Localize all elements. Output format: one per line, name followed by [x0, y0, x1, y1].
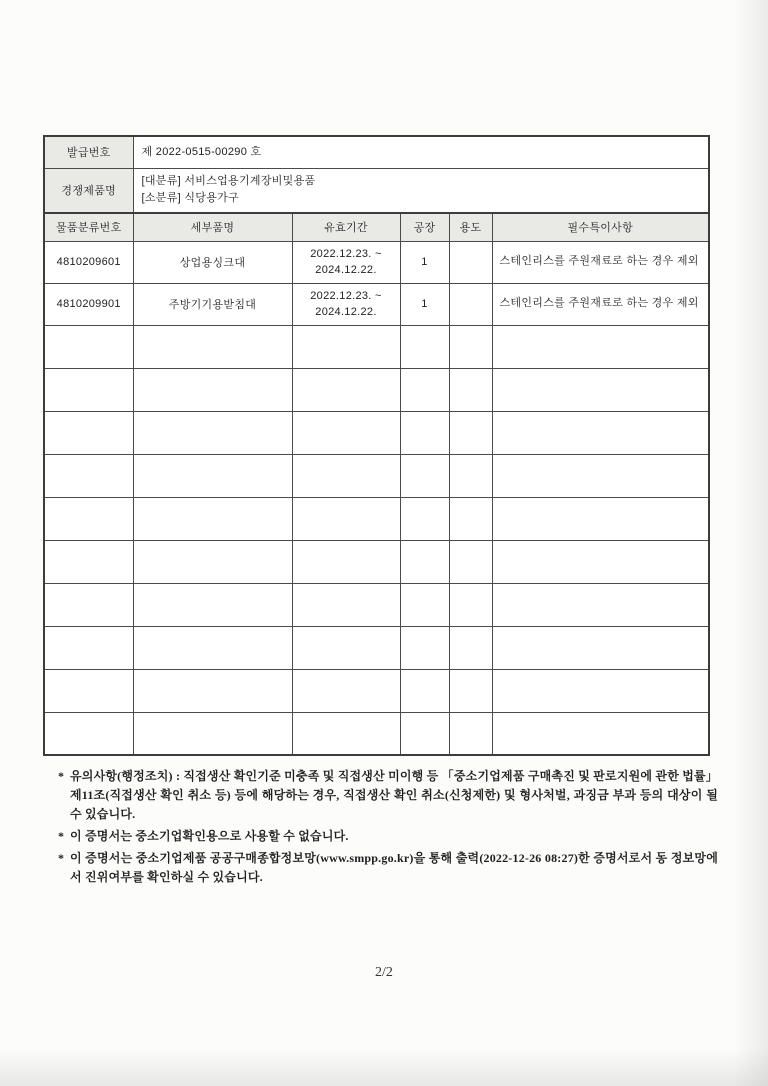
- empty-cell: [449, 325, 492, 368]
- usage-cell: [449, 283, 492, 325]
- empty-cell: [492, 325, 709, 368]
- column-header-row: [44, 213, 709, 241]
- empty-cell: [292, 669, 400, 712]
- empty-cell: [44, 583, 133, 626]
- empty-rows: [44, 325, 709, 755]
- empty-table-row: [44, 540, 709, 583]
- empty-cell: [400, 669, 449, 712]
- factory-cell: 1: [400, 283, 449, 325]
- item-name-cell: 상업용싱크대: [133, 241, 292, 283]
- empty-cell: [449, 669, 492, 712]
- empty-cell: [133, 411, 292, 454]
- empty-cell: [400, 540, 449, 583]
- footnote-not-for-sme-verification: [58, 827, 718, 846]
- empty-cell: [292, 626, 400, 669]
- empty-cell: [44, 626, 133, 669]
- empty-cell: [400, 712, 449, 755]
- footnote-text: 이 증명서는 중소기업제품 공공구매종합정보망(www.smpp.go.kr)을 통해 출력(2022-12-26 08:27)한 증명서로서 동 정보망에서 진위여부를 확인하실 수 있습니다.: [70, 851, 718, 884]
- empty-cell: [449, 626, 492, 669]
- empty-cell: [133, 626, 292, 669]
- column-header-special-notes: 필수특이사항: [492, 213, 709, 241]
- empty-cell: [292, 325, 400, 368]
- empty-cell: [400, 411, 449, 454]
- issue-number-label: 발급번호: [44, 136, 133, 168]
- empty-cell: [492, 540, 709, 583]
- empty-cell: [449, 540, 492, 583]
- empty-cell: [44, 669, 133, 712]
- empty-cell: [133, 497, 292, 540]
- item-name-cell: 주방기기용받침대: [133, 283, 292, 325]
- empty-table-row: [44, 583, 709, 626]
- empty-cell: [400, 325, 449, 368]
- item-code-cell: 4810209601: [44, 241, 133, 283]
- product-category-minor: [소분류] 식당용가구: [141, 192, 239, 205]
- column-header-item-name: 세부품명: [133, 213, 292, 241]
- empty-cell: [44, 712, 133, 755]
- empty-cell: [133, 583, 292, 626]
- special-notes-cell: 스테인리스를 주원재료로 하는 경우 제외: [492, 241, 709, 283]
- empty-cell: [400, 583, 449, 626]
- empty-cell: [492, 669, 709, 712]
- footnote-text: 이 증명서는 중소기업확인용으로 사용할 수 없습니다.: [70, 829, 349, 843]
- footnote-text: 유의사항(행정조치) : 직접생산 확인기준 미충족 및 직접생산 미이행 등 「중소기업제품 구매촉진 및 판로지원에 관한 법률」 제11조(직접생산 확인 취소 등) 등에 해당하는 경우, 직접생산 확인 취소(신청제한) 및 형사처벌, 과징금 부과 등의 대상이 될 수 있습니다.: [70, 769, 718, 821]
- footnotes: [58, 767, 718, 890]
- asterisk-marker: *: [58, 769, 64, 783]
- empty-cell: [449, 712, 492, 755]
- column-header-valid-period: 유효기간: [292, 213, 400, 241]
- empty-cell: [492, 626, 709, 669]
- column-header-item-code: 물품분류번호: [44, 213, 133, 241]
- empty-cell: [292, 497, 400, 540]
- empty-table-row: [44, 712, 709, 755]
- competing-product-row: [44, 168, 709, 213]
- empty-table-row: [44, 454, 709, 497]
- competing-product-label: 경쟁제품명: [44, 168, 133, 213]
- empty-cell: [492, 368, 709, 411]
- empty-table-row: [44, 626, 709, 669]
- footnote-print-info: [58, 849, 718, 887]
- table-row: [44, 283, 709, 325]
- empty-cell: [44, 454, 133, 497]
- empty-cell: [492, 712, 709, 755]
- empty-cell: [492, 411, 709, 454]
- empty-cell: [292, 411, 400, 454]
- empty-table-row: [44, 325, 709, 368]
- empty-cell: [449, 497, 492, 540]
- empty-cell: [44, 368, 133, 411]
- empty-cell: [292, 712, 400, 755]
- empty-cell: [492, 497, 709, 540]
- empty-cell: [292, 368, 400, 411]
- empty-cell: [44, 497, 133, 540]
- empty-cell: [400, 626, 449, 669]
- empty-table-row: [44, 669, 709, 712]
- valid-period-cell: 2022.12.23. ~ 2024.12.22.: [292, 241, 400, 283]
- column-header-factory: 공장: [400, 213, 449, 241]
- usage-cell: [449, 241, 492, 283]
- asterisk-marker: *: [58, 829, 64, 843]
- empty-cell: [449, 583, 492, 626]
- empty-table-row: [44, 497, 709, 540]
- empty-cell: [449, 368, 492, 411]
- empty-cell: [292, 454, 400, 497]
- competing-product-value: [133, 168, 709, 213]
- empty-cell: [44, 411, 133, 454]
- item-code-cell: 4810209901: [44, 283, 133, 325]
- empty-cell: [44, 325, 133, 368]
- table-row: [44, 241, 709, 283]
- empty-table-row: [44, 368, 709, 411]
- empty-cell: [133, 540, 292, 583]
- empty-cell: [492, 583, 709, 626]
- empty-cell: [400, 454, 449, 497]
- valid-period-cell: 2022.12.23. ~ 2024.12.22.: [292, 283, 400, 325]
- empty-cell: [449, 454, 492, 497]
- empty-cell: [133, 669, 292, 712]
- page-number: 2/2: [375, 965, 393, 980]
- empty-cell: [400, 497, 449, 540]
- empty-cell: [133, 368, 292, 411]
- product-category-major: [대분류] 서비스업용기계장비및용품: [141, 175, 316, 188]
- empty-cell: [492, 454, 709, 497]
- asterisk-marker: *: [58, 851, 64, 865]
- empty-cell: [133, 712, 292, 755]
- empty-cell: [400, 368, 449, 411]
- empty-cell: [133, 454, 292, 497]
- empty-cell: [44, 540, 133, 583]
- issue-number-row: [44, 136, 709, 168]
- footnote-administrative-actions: [58, 767, 718, 824]
- factory-cell: 1: [400, 241, 449, 283]
- certificate-table: [43, 135, 710, 756]
- column-header-usage: 용도: [449, 213, 492, 241]
- issue-number-value: 제 2022-0515-00290 호: [133, 136, 709, 168]
- special-notes-cell: 스테인리스를 주원재료로 하는 경우 제외: [492, 283, 709, 325]
- empty-table-row: [44, 411, 709, 454]
- empty-cell: [292, 583, 400, 626]
- empty-cell: [449, 411, 492, 454]
- table-head-rows: [44, 136, 709, 325]
- empty-cell: [133, 325, 292, 368]
- empty-cell: [292, 540, 400, 583]
